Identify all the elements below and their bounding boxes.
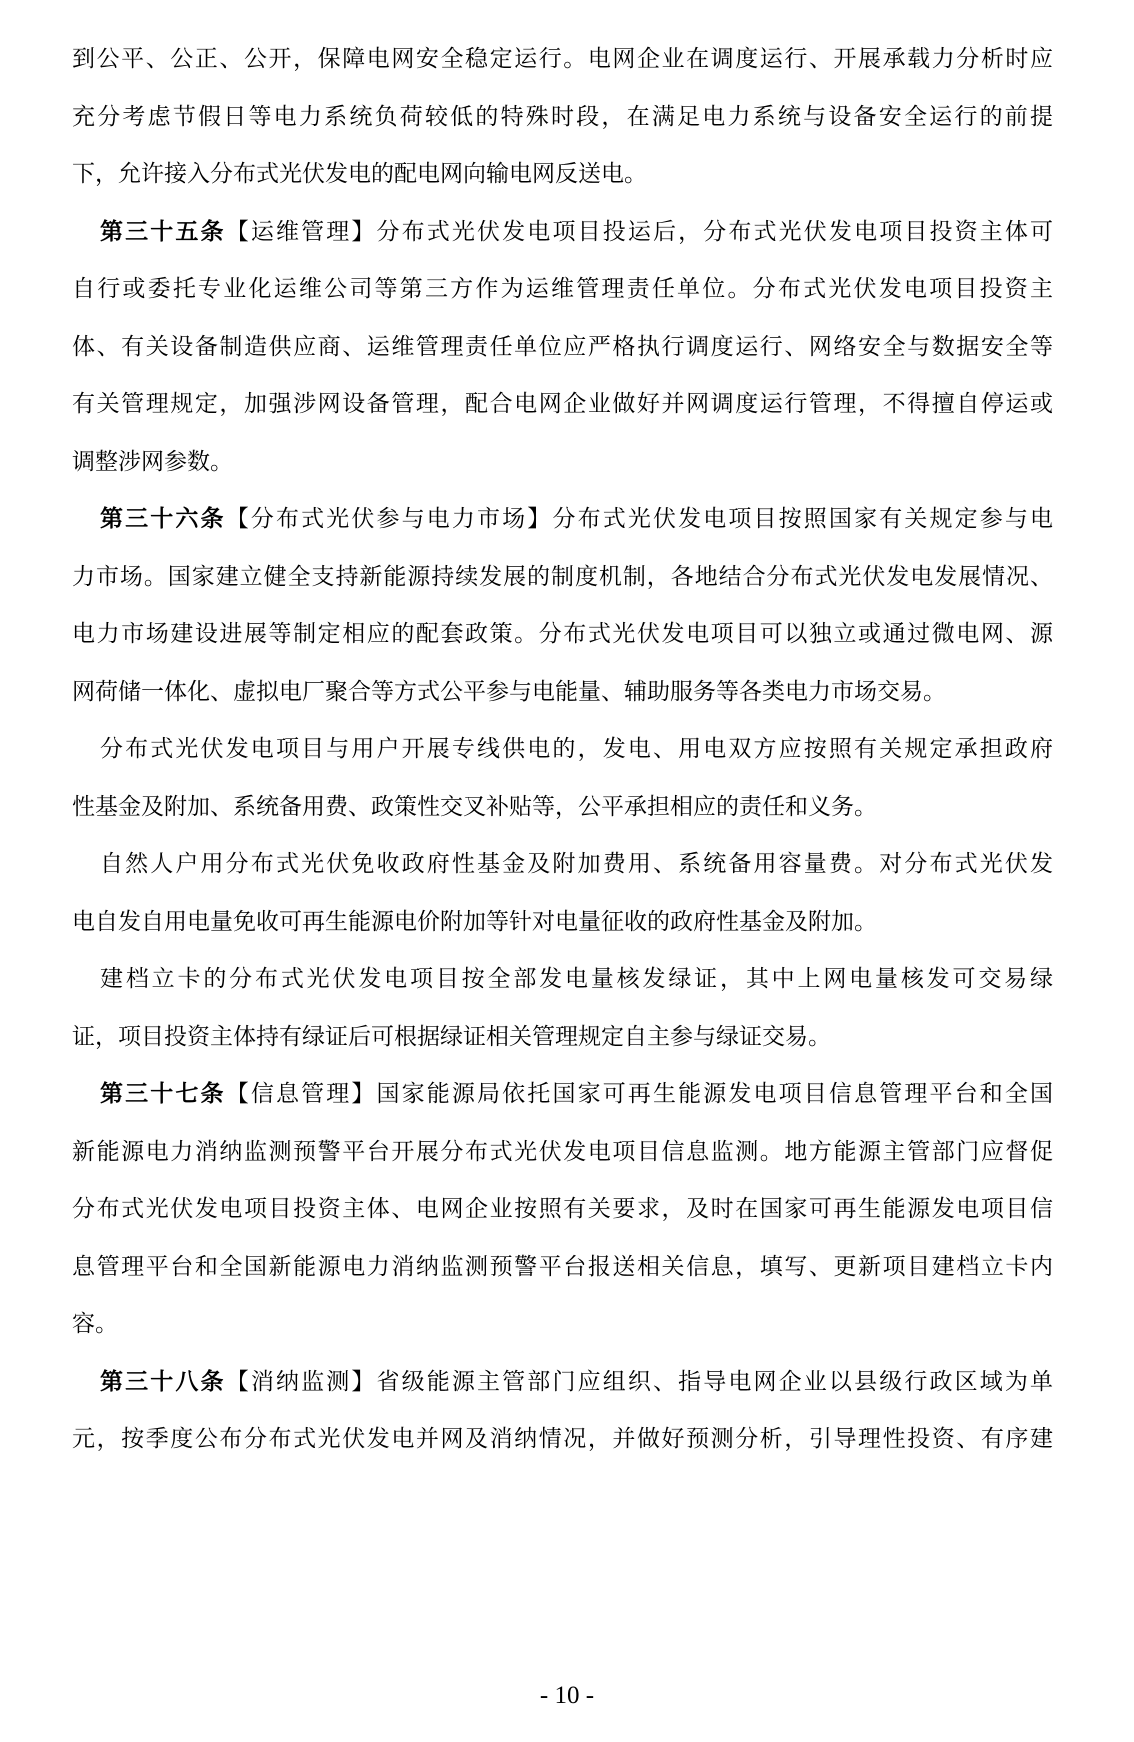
text-line: 到公平、公正、公开，保障电网安全稳定运行。电网企业在调度运行、开展承载力分析时应 (72, 46, 1053, 72)
text-line: 电力市场建设进展等制定相应的配套政策。分布式光伏发电项目可以独立或通过微电网、源 (72, 621, 1053, 647)
text-block (72, 31, 1053, 1469)
article-number: 第三十七条 (100, 1081, 226, 1107)
text-line: 充分考虑节假日等电力系统负荷较低的特殊时段，在满足电力系统与设备安全运行的前提 (72, 103, 1053, 130)
text-line: 第三十八条【消纳监测】省级能源主管部门应组织、指导电网企业以县级行政区域为单 (100, 1368, 1053, 1395)
text-line: 力市场。国家建立健全支持新能源持续发展的制度机制，各地结合分布式光伏发电发展情况、 (72, 563, 1053, 590)
text-line: 息管理平台和全国新能源电力消纳监测预警平台报送相关信息，填写、更新项目建档立卡内 (72, 1253, 1053, 1280)
text-line: 下，允许接入分布式光伏发电的配电网向输电网反送电。 (72, 161, 647, 187)
text-line: 证，项目投资主体持有绿证后可根据绿证相关管理规定自主参与绿证交易。 (72, 1023, 831, 1050)
text-line: 第三十七条【信息管理】国家能源局依托国家可再生能源发电项目信息管理平台和全国 (100, 1081, 1053, 1107)
text-line: 第三十五条【运维管理】分布式光伏发电项目投运后，分布式光伏发电项目投资主体可 (100, 218, 1053, 245)
text-line: 有关管理规定，加强涉网设备管理，配合电网企业做好并网调度运行管理，不得擅自停运或 (72, 391, 1053, 417)
article-number: 第三十五条 (100, 218, 226, 245)
text-line: 容。 (72, 1311, 118, 1337)
page-number: - 10 - (539, 1682, 595, 1709)
text-line: 体、有关设备制造供应商、运维管理责任单位应严格执行调度运行、网络安全与数据安全等 (72, 333, 1053, 360)
text-line: 建档立卡的分布式光伏发电项目按全部发电量核发绿证，其中上网电量核发可交易绿 (100, 966, 1053, 992)
text-line: 自然人户用分布式光伏免收政府性基金及附加费用、系统备用容量费。对分布式光伏发 (100, 851, 1053, 877)
text-line: 元，按季度公布分布式光伏发电并网及消纳情况，并做好预测分析，引导理性投资、有序建 (72, 1426, 1053, 1452)
article-number: 第三十八条 (100, 1368, 226, 1395)
text-line: 自行或委托专业化运维公司等第三方作为运维管理责任单位。分布式光伏发电项目投资主 (72, 276, 1053, 302)
text-line: 调整涉网参数。 (72, 448, 233, 475)
text-line: 分布式光伏发电项目投资主体、电网企业按照有关要求，及时在国家可再生能源发电项目信 (72, 1196, 1053, 1222)
text-line: 电自发自用电量免收可再生能源电价附加等针对电量征收的政府性基金及附加。 (72, 908, 877, 935)
text-line: 性基金及附加、系统备用费、政策性交叉补贴等，公平承担相应的责任和义务。 (72, 793, 877, 820)
text-line: 新能源电力消纳监测预警平台开展分布式光伏发电项目信息监测。地方能源主管部门应督促 (72, 1138, 1053, 1165)
text-line: 分布式光伏发电项目与用户开展专线供电的，发电、用电双方应按照有关规定承担政府 (100, 736, 1053, 762)
text-line: 第三十六条【分布式光伏参与电力市场】分布式光伏发电项目按照国家有关规定参与电 (100, 506, 1053, 532)
text-line: 网荷储一体化、虚拟电厂聚合等方式公平参与电能量、辅助服务等各类电力市场交易。 (72, 678, 946, 705)
article-number: 第三十六条 (100, 506, 226, 532)
